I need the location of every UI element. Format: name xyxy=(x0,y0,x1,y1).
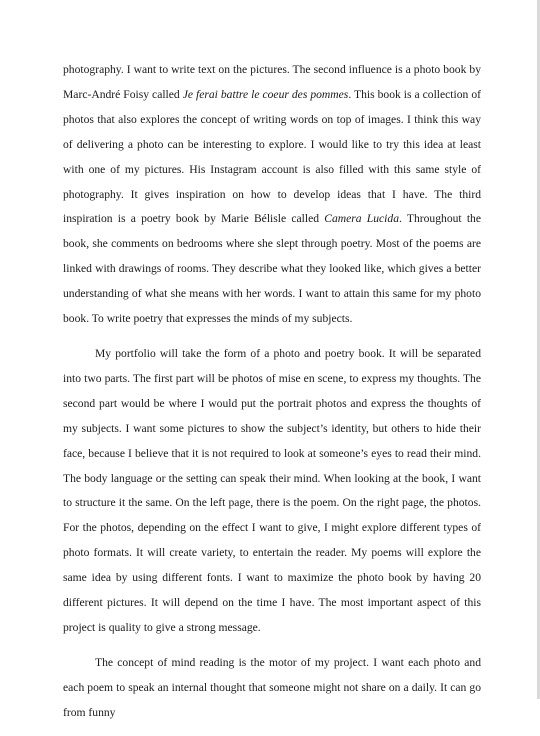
paragraph-2: My portfolio will take the form of a photo and poetry book. It will be separated into two parts. The first part will be photos of mise en scene, to express my thoughts. The second part would be where I would put the portrait photos and express the thoughts of my subjects. I want some pictures to show the subject’s identity, but others to hide their face, because I believe that it is not required to look at someone’s eyes to read their mind. The body language or the setting can speak their mind. When looking at the book, I want to structure it the same. On the left page, there is the poem. On the right page, the photos. For the photos, depending on the effect I want to give, I might explore different types of photo formats. It will create variety, to entertain the reader. My poems will explore the same idea by using different fonts. I want to maximize the photo book by having 20 different pictures. It will depend on the time I have. The most important aspect of this project is quality to give a strong message. xyxy=(63,346,481,634)
paragraph-1-text-c: . Throughout the book, she comments on bedrooms where she slept through poetry. Most of the poems are linked with drawings of rooms. They describe what they looked like, which gives a better understanding of what she means with her words. I want to attain this same for my photo book. To write poetry that expresses the minds of my subjects. xyxy=(63,212,481,326)
paragraph-1-text-a: photography. I want to write text on the pictures. The second influence is a photo book by Marc-André Foisy called xyxy=(63,63,481,101)
book-title-pommes: Je ferai battre le coeur des pommes xyxy=(182,87,349,101)
document-body xyxy=(63,58,481,736)
paragraph-3: The concept of mind reading is the motor of my project. I want each photo and each poem to speak an internal thought that someone might not share on a daily. It can go from funny xyxy=(63,655,481,719)
paragraph-1-text-b: . This book is a collection of photos that also explores the concept of writing words on top of images. I think this way of delivering a photo can be interesting to explore. I would like to try this idea at least with one of my pictures. His Instagram account is also filled with this same style of photography. It gives inspiration on how to develop ideas that I have. The third inspiration is a poetry book by Marie Bélisle called xyxy=(63,87,481,226)
paragraph-1 xyxy=(63,58,481,332)
book-title-camera-lucida: Camera Lucida xyxy=(324,212,399,226)
